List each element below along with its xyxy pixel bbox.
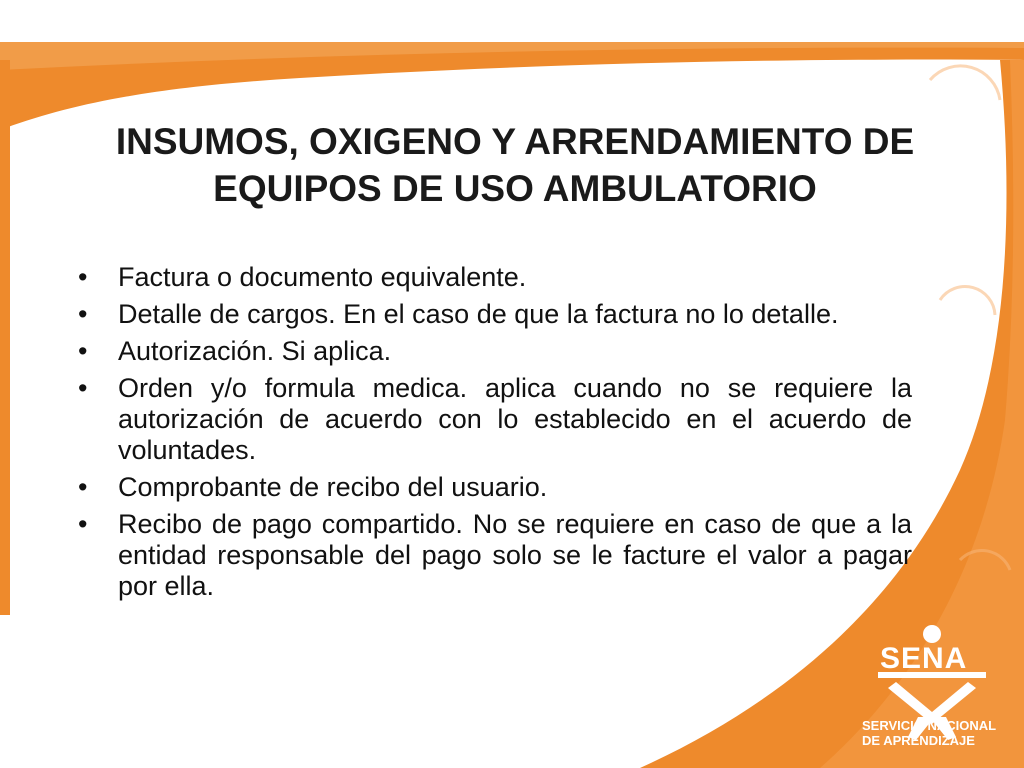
bullet-icon: •	[78, 299, 88, 329]
list-item-text: Factura o documento equivalente.	[118, 262, 527, 292]
list-item-text: Comprobante de recibo del usuario.	[118, 472, 548, 502]
list-item-text: Recibo de pago compartido. No se requiere en caso de que a la entidad responsable del pago solo se le facture el valor a pagar por ella.	[118, 509, 912, 601]
slide-title	[60, 118, 970, 212]
list-item	[78, 509, 912, 602]
bullet-icon: •	[78, 336, 88, 366]
logo-subtitle	[862, 718, 996, 748]
list-item-text: Detalle de cargos. En el caso de que la factura no lo detalle.	[118, 299, 839, 329]
list-item-text: Autorización. Si aplica.	[118, 336, 392, 366]
list-item	[78, 472, 912, 503]
bullet-icon: •	[78, 509, 88, 539]
bottom-left-area	[0, 615, 12, 768]
bullet-icon: •	[78, 472, 88, 502]
title-line-2: EQUIPOS DE USO AMBULATORIO	[213, 168, 817, 209]
list-item	[78, 262, 912, 293]
bullet-icon: •	[78, 262, 88, 292]
bullet-list	[78, 262, 912, 608]
logo-wordmark: SENA	[880, 642, 968, 675]
list-item	[78, 336, 912, 367]
list-item	[78, 299, 912, 330]
logo-subtitle-line-2: DE APRENDIZAJE	[862, 733, 975, 748]
bullet-icon: •	[78, 373, 88, 403]
list-item	[78, 373, 912, 466]
list-item-text: Orden y/o formula medica. aplica cuando no se requiere la autorización de acuerdo con lo establecido en el acuerdo de voluntades.	[118, 373, 912, 465]
left-orange-strip	[0, 60, 10, 615]
logo-subtitle-line-1: SERVICIO NACIONAL	[862, 718, 997, 733]
title-line-1: INSUMOS, OXIGENO Y ARRENDAMIENTO DE	[115, 121, 915, 162]
